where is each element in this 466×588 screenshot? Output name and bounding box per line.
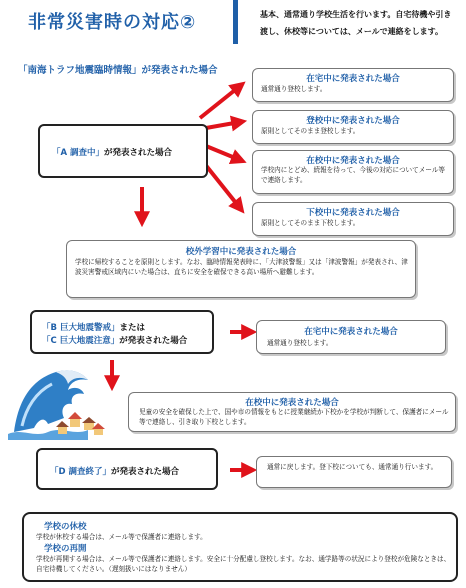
reopen-text: 学校が再開する場合は、メール等で保護者に連絡します。安全に十分配慮し登校します。なお、通学路等の状況により登校が危険なときは、自宅待機してください。（遅刻扱いにはなりません） [36,555,451,573]
closure-text: 学校が休校する場合は、メール等で保護者に連絡します。 [36,533,207,541]
section-heading: 「南海トラフ地震臨時情報」が発表された場合 [18,65,218,76]
condition-a-suffix: が発表された場合 [104,148,173,158]
condition-a-box [38,124,208,178]
case-school-title: 在校中に発表された場合 [306,156,400,166]
d-result-text: 通常に戻します。登下校についても、通常通り行います。 [267,463,438,471]
case-home-box [252,68,454,102]
case-school-box [252,150,454,194]
condition-b-suffix: または [119,323,145,333]
arrow-to-home [200,86,240,118]
wave-illustration-icon [8,362,108,440]
case-commute-title: 登校中に発表された場合 [306,116,400,126]
condition-b-label: 「B 巨大地震警戒」 [42,323,120,333]
d-result-box [256,456,452,488]
condition-d-label: 「D 調査終了」 [50,467,112,477]
case-school-text: 学校内にとどめ、続報を待って、今後の対応についてメール等で連絡します。 [261,166,445,184]
case-leaving-box [252,202,454,236]
condition-bc-box [30,310,214,354]
closure-box [22,512,458,582]
arrow-to-school [206,146,240,160]
bc-school-title: 在校中に発表された場合 [245,398,339,408]
condition-c-label: 「C 巨大地震注意」 [42,336,120,346]
outside-school-text: 学校に帰校することを原則とします。なお、臨時情報発表時に、「大津波警報」又は「津波警報」が発表され、津波災害警戒区域内にいた場合は、直ちに安全を確保できる高い場所へ避難します。 [75,258,408,276]
condition-d-suffix: が発表された場合 [111,467,180,477]
outside-school-box [66,240,416,298]
condition-c-suffix: が発表された場合 [119,336,188,346]
reopen-title: 学校の再開 [44,544,87,554]
case-leaving-title: 下校中に発表された場合 [306,208,400,218]
header-note: 基本、通常通り学校生活を行います。自宅待機や引き渡し、休校等については、メールで連絡をします。 [260,10,452,36]
bc-home-title: 在宅中に発表された場合 [304,327,398,337]
case-leaving-text: 原則としてそのまま下校します。 [261,219,360,227]
case-commute-box [252,110,454,144]
bc-school-box [128,392,456,432]
closure-title: 学校の休校 [44,522,87,532]
case-commute-text: 原則としてそのまま登校します。 [261,127,360,135]
bc-school-text: 児童の安全を確保した上で、国や市の情報をもとに授業継続か下校かを学校が判断して、保護者にメール等で連絡し、引き取り下校とします。 [139,408,449,426]
condition-a-label: 「A 調査中」 [52,148,105,158]
bc-home-box [256,320,446,354]
arrow-to-commute [206,122,240,128]
case-home-text: 通常通り登校します。 [261,85,327,93]
case-home-title: 在宅中に発表された場合 [306,74,400,84]
bc-home-text: 通常通り登校します。 [267,339,333,347]
outside-school-title: 校外学習中に発表された場合 [185,247,297,257]
page-title: 非常災害時の対応② [28,12,197,33]
condition-d-box [36,448,218,490]
